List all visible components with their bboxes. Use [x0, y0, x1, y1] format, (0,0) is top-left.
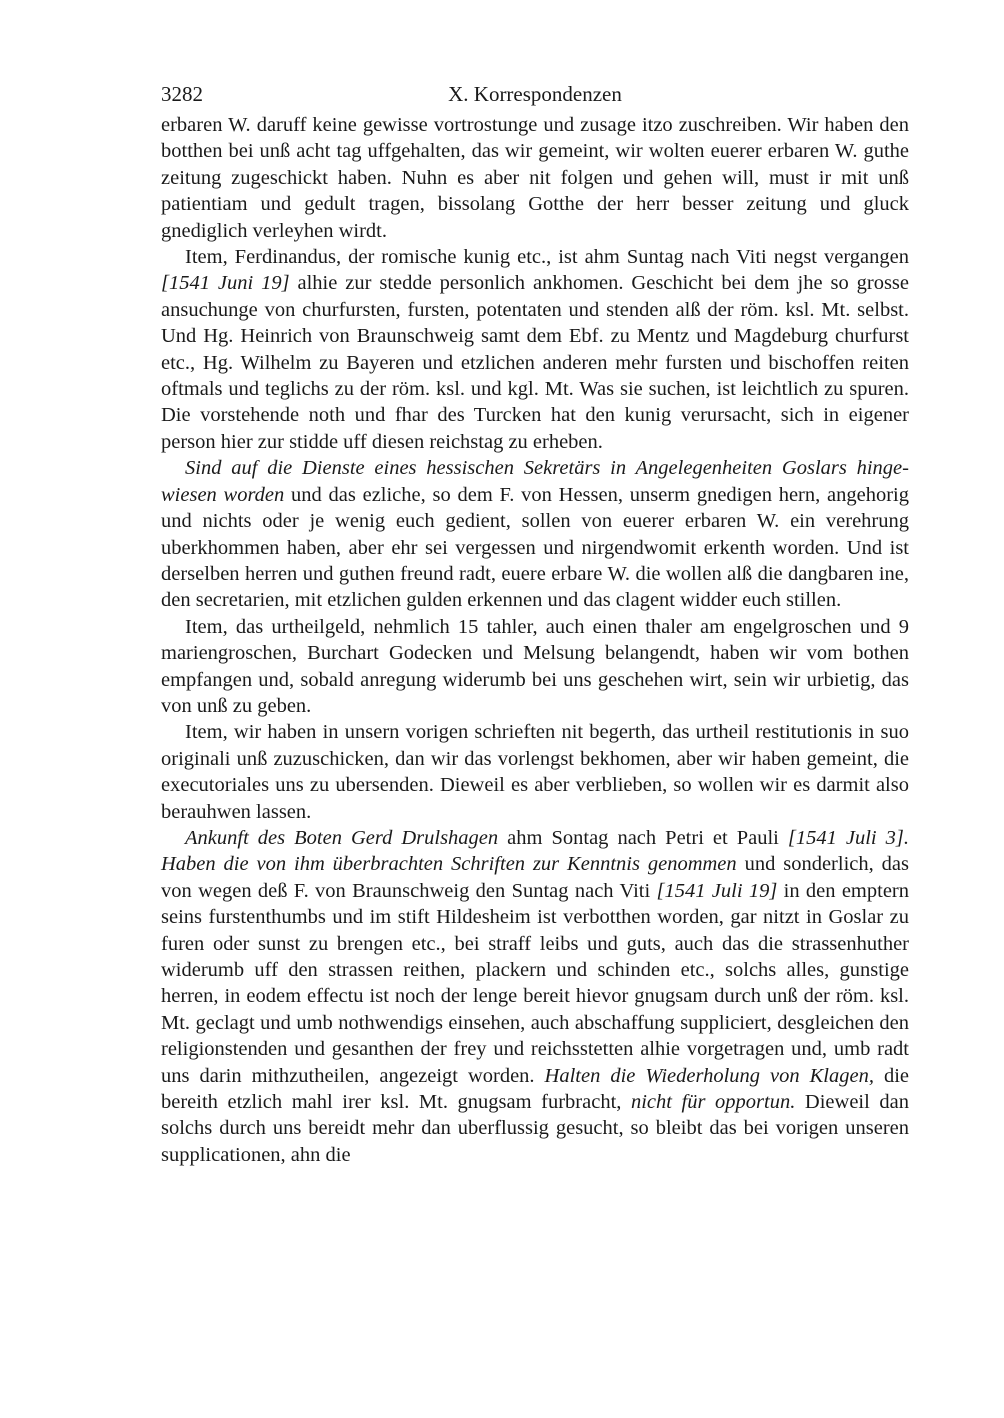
paragraph-6 — [161, 825, 909, 1168]
text-segment: alhie zur stedde personlich ankhomen. Geschicht bei dem jhe so grosse ansuchunge von churfursten, fursten, potentaten und stenden alß der röm. ksl. Mt. selbst. Und Hg. Heinrich von Braunschweig samt dem Ebf. zu Mentz und Magdeburg churfurst etc., Hg. Wilhelm zu Bayeren und etzlichen anderen mehr fursten und bischoffen reiten oftmals und teglichs zu der röm. ksl. und kgl. Mt. Was sie suchen, ist leichtlich zu spuren. Die vorstehende noth und fhar des Turcken hat den kunig verursacht, sich in eigener person hier zur stidde uff diesen reichstag zu erheben. — [161, 272, 909, 453]
paragraph-1 — [161, 112, 909, 244]
text-segment: ahm Sontag nach Petri et Pauli — [498, 826, 788, 849]
italic-text-segment: Ankunft des Boten Gerd Drulshagen — [185, 826, 499, 849]
text-segment: Item, das urtheilgeld, nehmlich 15 tahler, auch einen thaler am engelgroschen und 9 mariengroschen, Burchart Godecken und Melsung belangendt, haben wir vom bothen empfangen und, sobald anregung widerumb bei uns geschehen wirt, sein wir urbietig, das von unß zu geben. — [161, 615, 909, 717]
page-header — [161, 76, 909, 112]
paragraph-3 — [161, 455, 909, 613]
paragraph-2 — [161, 244, 909, 455]
text-segment: die bereith etzlich mahl irer ksl. Mt. gnugsam furbracht, — [161, 1064, 909, 1114]
italic-text-segment: Sind auf die Dienste eines hessischen Sekretärs in Angelegenheiten Goslars hingewiesen worden — [161, 457, 909, 506]
italic-text-segment: [1541 Juli 19] — [656, 879, 778, 902]
body-text — [161, 112, 909, 1168]
paragraph-4 — [161, 614, 909, 720]
text-segment: erbaren W. daruff keine gewisse vortrostunge und zusage itzo zuschreiben. Wir haben den botthen bei unß acht tag uffgehalten, das wir gemeint, wir wolten euerer erbaren W. guthe zeitung zugeschickt haben. Nuhn es aber nit folgen und gehen will, must ir mit unß patientiam und gedult tragen, bissolang Gotthe der herr besser zeitung und gluck gnediglich verleyhen wirdt. — [161, 114, 909, 242]
page-number: 3282 — [161, 82, 203, 106]
document-page — [161, 76, 909, 1168]
italic-text-segment: [1541 Juni 19] — [161, 272, 290, 295]
text-segment: Item, Ferdinandus, der romische kunig etc., ist ahm Suntag nach Viti negst vergangen — [185, 246, 909, 269]
italic-text-segment: Halten die Wiederholung von Klagen, — [544, 1064, 874, 1087]
text-segment: und das ezliche, so dem F. von Hessen, unserm gnedigen hern, angehorig und nichts oder je wenig euch gedient, sollen von euerer erbaren W. ein verehrung uberkhommen haben, aber ehr sei vergessen und nirgendwomit erkenth worden. Und ist derselben herren und guthen freund radt, euere erbare W. die wollen alß die dangbaren ine, den secretarien, mit etzlichen gulden erkennen und das clagent widder euch stillen. — [161, 483, 909, 612]
text-segment: und sonderlich, das von wegen deß F. von Braunschweig den Suntag nach Viti — [161, 853, 909, 902]
text-segment: Dieweil dan solchs durch uns bereidt mehr dan uberflussig gesucht, so bleibt das bei vorigen unseren supplicationen, ahn die — [161, 1091, 909, 1166]
text-segment: in den emptern seins furstenthumbs und im stift Hildesheim ist verbotthen worden, gar nitzt in Goslar zu furen oder sunst zu brengen etc., bei straff leibs und guts, auch das die strassenhuther widerumb uff den strassen reithen, plackern und schinden etc., solchs alles, gunstige herren, in eodem effectu ist noch der lenge bereit hievor gnugsam durch unß der röm. ksl. Mt. geclagt und umb nothwendigs einsehen, auch abschaffung suppliciert, desgleichen den religionstenden und gesanthen der frey und reichsstetten alhie vorgetragen und, umb radt uns darin mithzutheilen, angezeigt worden. — [161, 879, 909, 1087]
text-segment: Item, wir haben in unsern vorigen schrieften nit begerth, das urtheil restitutionis in suo originali unß zuzuschicken, dan wir das vorlengst bekhomen, aber wir haben gemeint, die executoriales uns zu ubersenden. Dieweil es aber verblieben, so wollen wir es darmit also berauhwen lassen. — [161, 721, 909, 823]
running-head: X. Korrespondenzen — [448, 82, 622, 106]
italic-text-segment: [1541 Juli 3]. Haben die von ihm überbrachten Schriften zur Kenntnis genommen — [161, 826, 909, 876]
paragraph-5 — [161, 719, 909, 825]
italic-text-segment: nicht für opportun. — [630, 1091, 796, 1114]
